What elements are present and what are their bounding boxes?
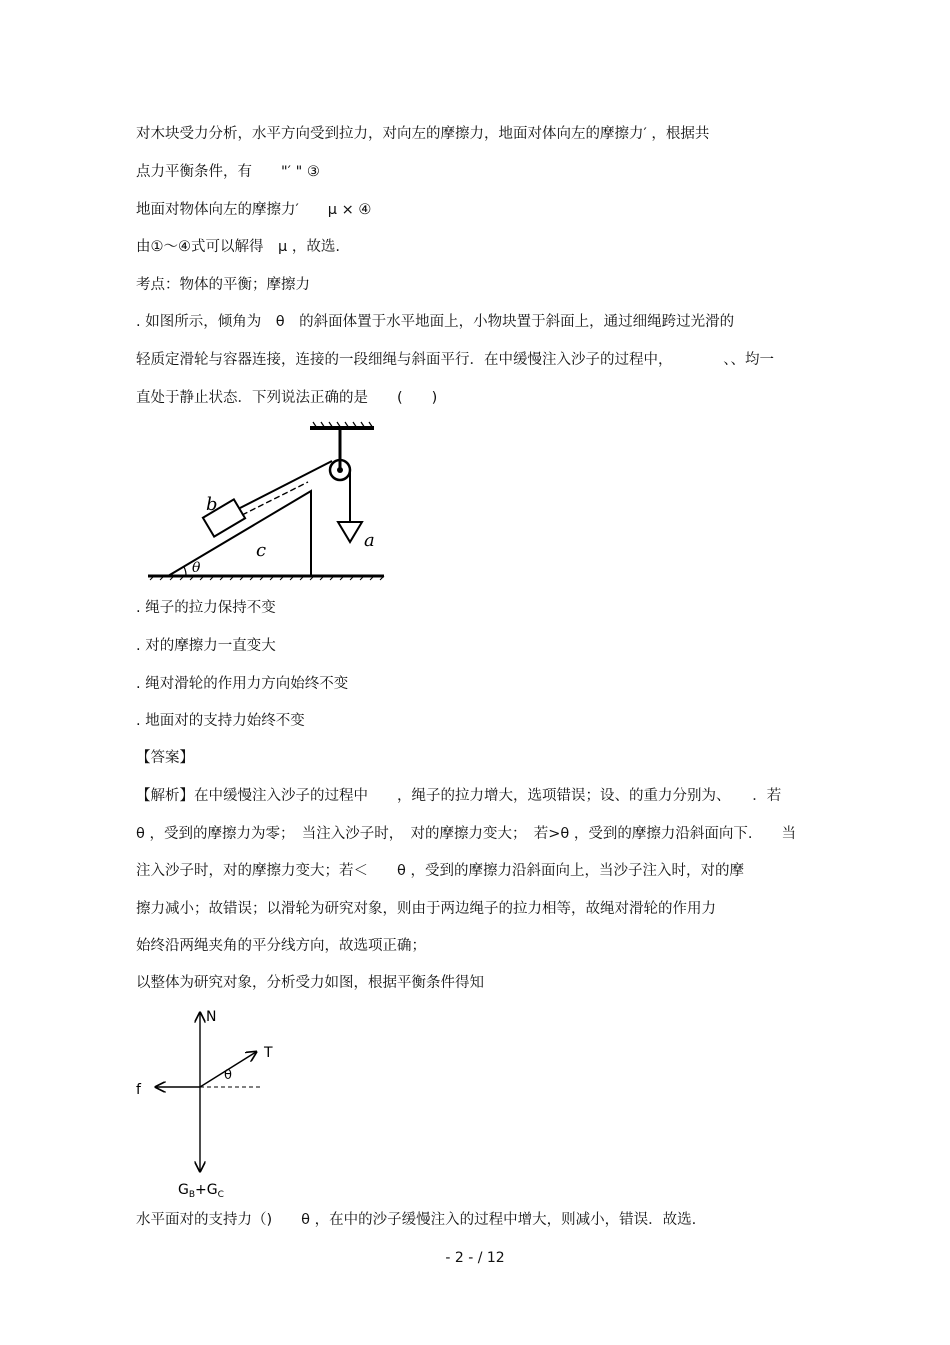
label-c: c: [256, 540, 267, 561]
analysis-line-6: 以整体为研究对象，分析受力如图，根据平衡条件得知: [136, 975, 484, 991]
answer-heading: 【答案】: [136, 750, 194, 766]
label-T: T: [264, 1045, 273, 1061]
label-theta-incline: θ: [192, 560, 201, 576]
text-line-4: 由①～④式可以解得 μ ，故选.: [136, 239, 340, 255]
label-f: f: [136, 1082, 141, 1098]
question-line-1: . 如图所示，倾角为 θ 的斜面体置于水平地面上，小物块置于斜面上，通过细绳跨过光滑的: [136, 314, 735, 330]
option-c: . 绳对滑轮的作用力方向始终不变: [136, 676, 349, 692]
analysis-line-5: 始终沿两绳夹角的平分线方向，故选项正确；: [136, 938, 426, 954]
analysis-line-1: 【解析】在中缓慢注入沙子的过程中 ，绳子的拉力增大，选项错误；设、的重力分别为、 ．若: [136, 788, 782, 804]
analysis-line-4: 擦力减小；故错误；以滑轮为研究对象，则由于两边绳子的拉力相等，故绳对滑轮的作用力: [136, 901, 716, 917]
text-line-3: 地面对物体向左的摩擦力′ μ × ④: [136, 202, 372, 218]
option-b: . 对的摩擦力一直变大: [136, 638, 276, 654]
label-a: a: [364, 530, 375, 551]
label-weight: $G_B+G_C$: [178, 1182, 224, 1200]
option-d: . 地面对的支持力始终不变: [136, 713, 305, 729]
text-line-2: 点力平衡条件，有 "′ " ③: [136, 164, 320, 180]
text-line-1: 对木块受力分析，水平方向受到拉力，对向左的摩擦力，地面对体向左的摩擦力′ ，根据共: [136, 126, 710, 142]
label-theta-force: θ: [224, 1068, 232, 1083]
text-line-5: 考点：物体的平衡；摩擦力: [136, 277, 310, 293]
label-N: N: [206, 1009, 217, 1025]
question-line-2: 轻质定滑轮与容器连接，连接的一段细绳与斜面平行．在中缓慢注入沙子的过程中， 、、均一: [136, 352, 774, 368]
label-b: b: [206, 494, 218, 515]
analysis-line-2: θ ，受到的摩擦力为零； 当注入沙子时， 对的摩擦力变大； 若>θ ，受到的摩擦力沿斜面向下. 当: [136, 826, 796, 842]
option-a: . 绳子的拉力保持不变: [136, 600, 276, 616]
final-line: 水平面对的支持力（) θ ，在中的沙子缓慢注入的过程中增大，则减小，错误．故选.: [136, 1212, 697, 1228]
force-diagram: [130, 1003, 300, 1203]
page-footer: - 2 - / 12: [445, 1250, 505, 1266]
analysis-line-3: 注入沙子时，对的摩擦力变大；若＜ θ ，受到的摩擦力沿斜面向上，当沙子注入时，对的摩: [136, 863, 744, 879]
incline-pulley-figure: [138, 420, 398, 590]
question-line-3: 直处于静止状态．下列说法正确的是 ( ): [136, 390, 438, 406]
